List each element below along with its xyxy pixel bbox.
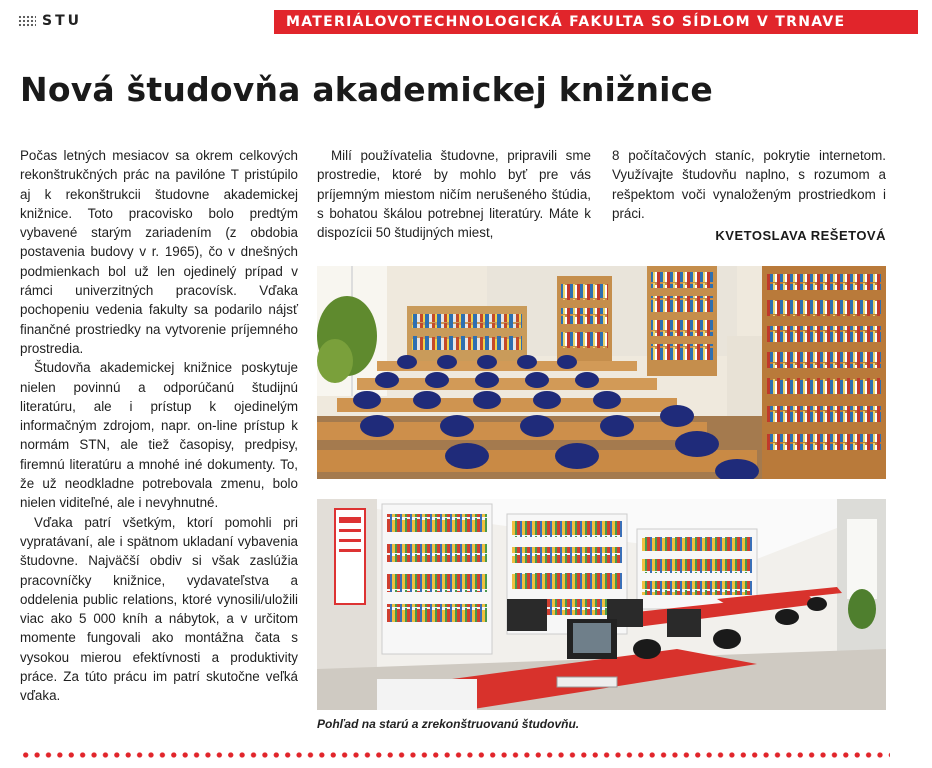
- logo-text: STU: [42, 13, 83, 29]
- stu-logo: [18, 13, 82, 29]
- paragraph: Študovňa akademickej knižnice poskytuje nielen povinnú a odporúčanú študijnú literatúru, ale i prístup k ojedinelým informačným zdrojom, napr. on-line prístup k normám STN, ale tiež časopisy, predpisy, firemnú literatúru a mnohé iné dokumenty. To, že už neodkladne potrebovala zmenu, bolo nielen viditeľné, ale i nevyhnutné.: [20, 360, 298, 511]
- paragraph: Vďaka patrí všetkým, ktorí pomohli pri vypratávaní, ale i spätnom ukladaní vybavenia študovne. Najväčší obdiv si však zaslúžia pracovníčky knižnice, vydavateľstva a oddelenia public relations, ktoré vynosili/uložili viac ako 5 000 kníh a nábytok, a v určitom momente fungovali ako montážna čata s vysokou mierou efektívnosti a produktivity práce. Za túto prácu im patrí skutočne veľká vďaka.: [20, 514, 298, 704]
- author-name: KVETOSLAVA REŠETOVÁ: [715, 228, 886, 244]
- paragraph: 8 počítačových staníc, pokrytie internetom. Využívajte študovňu naplno, s rozumom a rešpektom voči vynaloženým prostriedkom i práci.: [612, 148, 886, 221]
- article-column-1: [20, 146, 298, 706]
- article-column-2: [317, 146, 591, 242]
- photo-caption: Pohľad na starú a zrekonštruovanú študovňu.: [317, 717, 580, 731]
- paragraph: Počas letných mesiacov sa okrem celkových rekonštrukčných prác na pavilóne T pristúpilo aj k rekonštrukcii študovne akademickej knižnice. Toto pracovisko bolo predtým vybavené starým zariadením (z obdobia postavenia budovy v r. 1965), čo v dnešných podmienkach bol už len ojedinelý prípad v rámci univerzitných pracovísk. Vďaka pochopeniu vedenia fakulty sa podarilo nájsť finančné prostriedky na vytvorenie príjemného prostredia.: [20, 148, 298, 356]
- article-title: Nová študovňa akademickej knižnice: [20, 70, 714, 109]
- faculty-banner: MATERIÁLOVOTECHNOLOGICKÁ FAKULTA SO SÍDLOM V TRNAVE: [274, 10, 918, 34]
- logo-dots-icon: [18, 15, 36, 28]
- old-study-room-photo: [317, 266, 886, 479]
- article-column-3: [612, 146, 886, 245]
- paragraph: Milí používatelia študovne, pripravili sme prostredie, ktoré by mohlo byť pre vás príjemným miestom ničím nerušeného štúdia, s bohatou škálou potrebnej literatúry. Máte k dispozícii 50 študijných miest,: [317, 148, 591, 241]
- footer-dotted-divider: [20, 751, 890, 759]
- renovated-study-room-photo: [317, 499, 886, 710]
